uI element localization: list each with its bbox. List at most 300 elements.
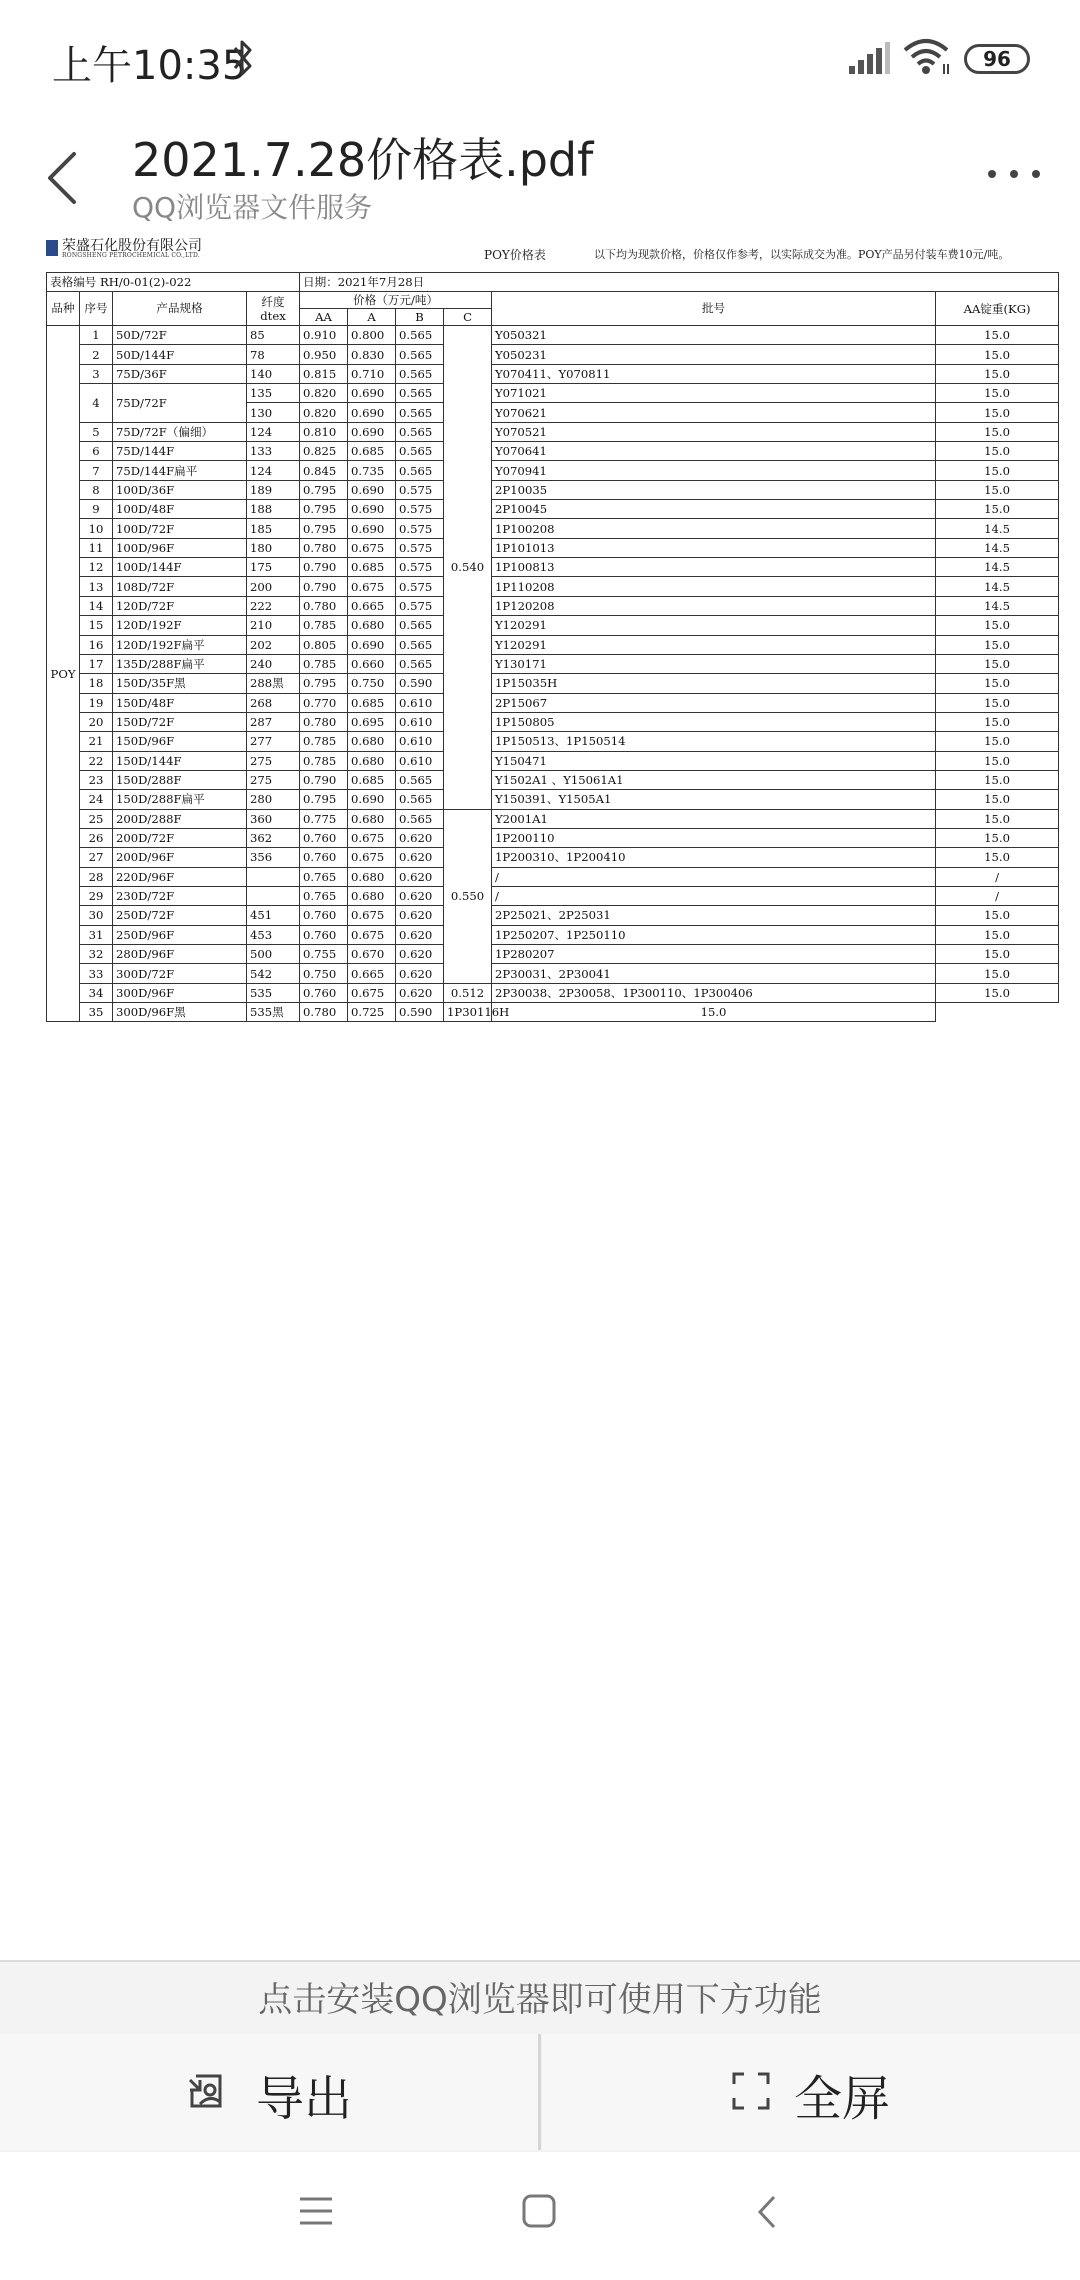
cell-a: 0.675: [348, 925, 396, 944]
cell-b: 0.565: [396, 809, 444, 828]
cell-b: 0.565: [396, 326, 444, 345]
cell-batch: Y050321: [492, 326, 936, 345]
cell-spec: 300D/96F: [113, 983, 247, 1002]
cell-batch: 2P15067: [492, 693, 936, 712]
cell-batch: Y1502A1 、Y15061A1: [492, 770, 936, 789]
panel-divider: [0, 1960, 1080, 1962]
cell-a: 0.660: [348, 654, 396, 673]
cell-b: 0.565: [396, 384, 444, 403]
cell-kg: 15.0: [936, 674, 1059, 693]
cell-no: 15: [80, 616, 113, 635]
cell-kg: 15.0: [936, 500, 1059, 519]
table-date: 日期：2021年7月28日: [300, 273, 1059, 292]
header-price: 价格（万元/吨）: [300, 292, 492, 309]
cell-batch: /: [492, 867, 936, 886]
install-hint: 点击安装QQ浏览器即可使用下方功能: [258, 1980, 822, 2020]
cell-kg: 15.0: [936, 654, 1059, 673]
cell-no: 10: [80, 519, 113, 538]
cell-a: 0.670: [348, 945, 396, 964]
cell-no: 8: [80, 480, 113, 499]
cell-aa: 0.785: [300, 751, 348, 770]
cell-spec: 75D/72F（偏细）: [113, 422, 247, 441]
cell-b: 0.565: [396, 422, 444, 441]
cell-a: 0.675: [348, 538, 396, 557]
table-row: [47, 925, 1059, 944]
header-weight: AA锭重(KG): [936, 292, 1059, 326]
cell-aa: 0.810: [300, 422, 348, 441]
cell-kg: 15.0: [936, 712, 1059, 731]
table-row: [47, 384, 1059, 403]
cell-dtex: 175: [247, 558, 300, 577]
cell-spec: 300D/96F黑: [113, 1003, 247, 1022]
cell-b: 0.590: [396, 1003, 444, 1022]
cell-spec: 150D/288F扁平: [113, 790, 247, 809]
cell-a: 0.690: [348, 500, 396, 519]
cell-b: 0.565: [396, 345, 444, 364]
cell-no: 16: [80, 635, 113, 654]
company-name-en: RONGSHENG PETROCHEMICAL CO.,LTD.: [62, 252, 200, 259]
cell-spec: 150D/35F黑: [113, 674, 247, 693]
cell-aa: 0.785: [300, 732, 348, 751]
cell-kg: 15.0: [936, 693, 1059, 712]
cell-b: 0.565: [396, 635, 444, 654]
cell-b: 0.620: [396, 964, 444, 983]
cell-kg: 14.5: [936, 577, 1059, 596]
cell-a: 0.800: [348, 326, 396, 345]
table-row: [47, 809, 1059, 828]
cell-dtex: 277: [247, 732, 300, 751]
cell-kg: 15.0: [936, 345, 1059, 364]
cell-b: 0.575: [396, 500, 444, 519]
cell-b: 0.575: [396, 538, 444, 557]
more-dot-icon: [988, 170, 996, 178]
cell-kg: 14.5: [936, 596, 1059, 615]
cell-aa: 0.780: [300, 596, 348, 615]
cell-batch: 1P15035H: [492, 674, 936, 693]
cell-a: 0.675: [348, 577, 396, 596]
cell-kg: 15.0: [936, 945, 1059, 964]
cell-aa: 0.795: [300, 674, 348, 693]
cell-batch: Y150471: [492, 751, 936, 770]
cell-kg: 15.0: [936, 616, 1059, 635]
cell-dtex: 222: [247, 596, 300, 615]
cell-b: 0.565: [396, 461, 444, 480]
cell-batch: Y070941: [492, 461, 936, 480]
header-fineness: 纤度dtex: [247, 292, 300, 326]
table-row: [47, 519, 1059, 538]
cell-dtex: 133: [247, 442, 300, 461]
cell-a: 0.685: [348, 558, 396, 577]
cell-aa: 0.785: [300, 616, 348, 635]
header-grade-c: C: [444, 309, 492, 326]
header-seq: 序号: [80, 292, 113, 326]
cell-aa: 0.910: [300, 326, 348, 345]
recent-apps-icon[interactable]: [298, 2196, 334, 2226]
cell-spec: 120D/192F: [113, 616, 247, 635]
cell-aa: 0.950: [300, 345, 348, 364]
more-dot-icon: [1032, 170, 1040, 178]
cell-kg: 15.0: [936, 461, 1059, 480]
cell-dtex: 189: [247, 480, 300, 499]
cell-grade-c: 0.540: [444, 326, 492, 810]
cell-spec: 300D/72F: [113, 964, 247, 983]
cell-dtex: 210: [247, 616, 300, 635]
cell-batch: 1P100208: [492, 519, 936, 538]
cell-kg: 15.0: [936, 848, 1059, 867]
cell-batch: /: [492, 886, 936, 905]
cell-kg: 15.0: [936, 403, 1059, 422]
system-back-icon[interactable]: [756, 2194, 778, 2230]
cell-spec: 120D/192F扁平: [113, 635, 247, 654]
table-row: [47, 538, 1059, 557]
cell-kg: 15.0: [936, 635, 1059, 654]
cell-aa: 0.780: [300, 538, 348, 557]
cell-aa: 0.825: [300, 442, 348, 461]
cell-spec: 120D/72F: [113, 596, 247, 615]
header-batch: 批号: [492, 292, 936, 326]
cell-kg: 15.0: [936, 983, 1059, 1002]
cell-aa: 0.760: [300, 828, 348, 847]
cell-batch: 1P120208: [492, 596, 936, 615]
export-label: 导出: [256, 2071, 353, 2127]
cell-kg: 14.5: [936, 538, 1059, 557]
cell-a: 0.675: [348, 983, 396, 1002]
cell-no: 35: [80, 1003, 113, 1022]
cell-a: 0.675: [348, 828, 396, 847]
cell-spec: 150D/72F: [113, 712, 247, 731]
header-variety: 品种: [47, 292, 80, 326]
cell-dtex: 356: [247, 848, 300, 867]
cell-kg: 15.0: [936, 964, 1059, 983]
cell-no: 28: [80, 867, 113, 886]
cell-kg: 14.5: [936, 519, 1059, 538]
cell-no: 27: [80, 848, 113, 867]
table-row: [47, 983, 1059, 1002]
signal-icon: [848, 42, 890, 74]
table-row: [47, 945, 1059, 964]
cell-dtex: [247, 886, 300, 905]
cell-b: 0.610: [396, 751, 444, 770]
cell-batch: 1P250207、1P250110: [492, 925, 936, 944]
cell-batch: Y120291: [492, 635, 936, 654]
cell-spec: 250D/96F: [113, 925, 247, 944]
cell-spec: 150D/144F: [113, 751, 247, 770]
cell-dtex: 130: [247, 403, 300, 422]
cell-batch: Y120291: [492, 616, 936, 635]
cell-aa: 0.750: [300, 964, 348, 983]
cell-a: 0.750: [348, 674, 396, 693]
cell-dtex: 451: [247, 906, 300, 925]
fullscreen-icon: [730, 2070, 772, 2112]
cell-batch: 1P200310、1P200410: [492, 848, 936, 867]
table-row: [47, 577, 1059, 596]
cell-dtex: 78: [247, 345, 300, 364]
cell-no: 33: [80, 964, 113, 983]
cell-aa: 0.765: [300, 867, 348, 886]
cell-kg: 15.0: [492, 1003, 936, 1022]
cell-dtex: 180: [247, 538, 300, 557]
price-table: [46, 272, 1059, 1022]
cell-batch: 1P200110: [492, 828, 936, 847]
action-separator: [538, 2034, 541, 2150]
cell-batch: 2P25021、2P25031: [492, 906, 936, 925]
cell-aa: 0.795: [300, 480, 348, 499]
cell-a: 0.680: [348, 751, 396, 770]
sheet-title: POY价格表: [484, 248, 546, 262]
cell-aa: 0.770: [300, 693, 348, 712]
cell-spec: 100D/96F: [113, 538, 247, 557]
table-row: [47, 558, 1059, 577]
cell-spec: 230D/72F: [113, 886, 247, 905]
cell-b: 0.620: [396, 828, 444, 847]
cell-b: 0.620: [396, 848, 444, 867]
cell-aa: 0.755: [300, 945, 348, 964]
header-grade-aa: AA: [300, 309, 348, 326]
cell-b: 0.565: [396, 790, 444, 809]
cell-no: 32: [80, 945, 113, 964]
cell-a: 0.710: [348, 364, 396, 383]
cell-spec: 75D/72F: [113, 384, 247, 423]
table-row: [47, 828, 1059, 847]
cell-dtex: 535黑: [247, 1003, 300, 1022]
bluetooth-icon: [230, 36, 256, 80]
cell-aa: 0.775: [300, 809, 348, 828]
more-dot-icon: [1010, 170, 1018, 178]
cell-kg: 15.0: [936, 809, 1059, 828]
cell-batch: 1P100813: [492, 558, 936, 577]
cell-no: 23: [80, 770, 113, 789]
cell-b: 0.610: [396, 693, 444, 712]
cell-batch: 1P30116H: [444, 1003, 492, 1022]
cell-aa: 0.760: [300, 906, 348, 925]
cell-a: 0.680: [348, 809, 396, 828]
cell-no: 25: [80, 809, 113, 828]
cell-spec: 100D/48F: [113, 500, 247, 519]
cell-kg: /: [936, 886, 1059, 905]
cell-batch: 1P150805: [492, 712, 936, 731]
table-row: [47, 345, 1059, 364]
cell-grade-c: 0.550: [444, 809, 492, 983]
cell-aa: 0.790: [300, 558, 348, 577]
cell-kg: 15.0: [936, 751, 1059, 770]
back-button[interactable]: [40, 148, 84, 208]
cell-spec: 75D/144F: [113, 442, 247, 461]
cell-a: 0.690: [348, 422, 396, 441]
battery-indicator: 96: [964, 44, 1030, 74]
cell-no: 12: [80, 558, 113, 577]
table-row: [47, 751, 1059, 770]
table-row: [47, 635, 1059, 654]
cell-batch: Y130171: [492, 654, 936, 673]
export-button[interactable]: [0, 2034, 538, 2150]
cell-no: 19: [80, 693, 113, 712]
cell-b: 0.620: [396, 983, 444, 1002]
table-row: [47, 1003, 1059, 1022]
cell-dtex: [247, 867, 300, 886]
cell-batch: Y070641: [492, 442, 936, 461]
cell-b: 0.590: [396, 674, 444, 693]
company-logo-icon: [46, 240, 58, 256]
cell-no: 18: [80, 674, 113, 693]
cell-kg: 15.0: [936, 925, 1059, 944]
cell-aa: 0.845: [300, 461, 348, 480]
cell-spec: 135D/288F扁平: [113, 654, 247, 673]
table-row: [47, 326, 1059, 345]
cell-kg: 15.0: [936, 828, 1059, 847]
cell-batch: 2P10035: [492, 480, 936, 499]
cell-no: 9: [80, 500, 113, 519]
cell-batch: 2P30031、2P30041: [492, 964, 936, 983]
cell-b: 0.620: [396, 945, 444, 964]
cell-batch: Y050231: [492, 345, 936, 364]
more-options-button[interactable]: [984, 156, 1044, 192]
cell-a: 0.690: [348, 519, 396, 538]
document-subtitle: QQ浏览器文件服务: [132, 191, 373, 224]
cell-dtex: 500: [247, 945, 300, 964]
cell-dtex: 200: [247, 577, 300, 596]
cell-a: 0.675: [348, 848, 396, 867]
cell-dtex: 280: [247, 790, 300, 809]
cell-dtex: 453: [247, 925, 300, 944]
cell-spec: 75D/36F: [113, 364, 247, 383]
table-row: [47, 886, 1059, 905]
cell-no: 22: [80, 751, 113, 770]
cell-batch: 1P110208: [492, 577, 936, 596]
cell-dtex: 535: [247, 983, 300, 1002]
cell-batch: 2P30038、2P30058、1P300110、1P300406: [492, 983, 936, 1002]
cell-aa: 0.805: [300, 635, 348, 654]
cell-dtex: 188: [247, 500, 300, 519]
cell-dtex: 140: [247, 364, 300, 383]
cell-spec: 200D/288F: [113, 809, 247, 828]
cell-dtex: 360: [247, 809, 300, 828]
company-name: 荣盛石化股份有限公司: [62, 238, 202, 254]
cell-aa: 0.795: [300, 790, 348, 809]
header-grade-b: B: [396, 309, 444, 326]
cell-no: 26: [80, 828, 113, 847]
cell-no: 11: [80, 538, 113, 557]
cell-b: 0.565: [396, 654, 444, 673]
pdf-page[interactable]: [0, 238, 1080, 1048]
cell-aa: 0.795: [300, 519, 348, 538]
cell-no: 17: [80, 654, 113, 673]
cell-b: 0.620: [396, 925, 444, 944]
header-grade-a: A: [348, 309, 396, 326]
cell-spec: 150D/288F: [113, 770, 247, 789]
cell-spec: 150D/96F: [113, 732, 247, 751]
cell-kg: 15.0: [936, 770, 1059, 789]
table-row: [47, 867, 1059, 886]
cell-aa: 0.760: [300, 848, 348, 867]
cell-a: 0.665: [348, 964, 396, 983]
cell-no: 24: [80, 790, 113, 809]
table-row: [47, 732, 1059, 751]
status-time: 上午10:35: [52, 43, 248, 89]
cell-kg: 15.0: [936, 442, 1059, 461]
cell-aa: 0.820: [300, 384, 348, 403]
cell-spec: 50D/72F: [113, 326, 247, 345]
cell-no: 29: [80, 886, 113, 905]
table-row: [47, 500, 1059, 519]
cell-aa: 0.820: [300, 403, 348, 422]
cell-batch: Y071021: [492, 384, 936, 403]
cell-a: 0.680: [348, 886, 396, 905]
table-row: [47, 964, 1059, 983]
cell-aa: 0.760: [300, 983, 348, 1002]
cell-spec: 75D/144F扁平: [113, 461, 247, 480]
table-row: [47, 596, 1059, 615]
cell-aa: 0.790: [300, 770, 348, 789]
cell-a: 0.830: [348, 345, 396, 364]
cell-batch: Y070521: [492, 422, 936, 441]
cell-a: 0.665: [348, 596, 396, 615]
table-row: [47, 712, 1059, 731]
cell-b: 0.610: [396, 712, 444, 731]
cell-b: 0.610: [396, 732, 444, 751]
cell-no: 14: [80, 596, 113, 615]
cell-a: 0.680: [348, 732, 396, 751]
table-row: [47, 848, 1059, 867]
cell-a: 0.725: [348, 1003, 396, 1022]
cell-b: 0.575: [396, 519, 444, 538]
cell-kg: /: [936, 867, 1059, 886]
cell-b: 0.620: [396, 886, 444, 905]
cell-b: 0.620: [396, 906, 444, 925]
cell-spec: 100D/36F: [113, 480, 247, 499]
cell-no: 2: [80, 345, 113, 364]
cell-b: 0.620: [396, 867, 444, 886]
cell-kg: 15.0: [936, 906, 1059, 925]
cell-b: 0.565: [396, 616, 444, 635]
cell-batch: Y070621: [492, 403, 936, 422]
cell-spec: 200D/96F: [113, 848, 247, 867]
home-icon[interactable]: [522, 2194, 556, 2228]
cell-batch: Y070411、Y070811: [492, 364, 936, 383]
cell-a: 0.690: [348, 403, 396, 422]
cell-no: 3: [80, 364, 113, 383]
cell-b: 0.565: [396, 403, 444, 422]
cell-a: 0.690: [348, 790, 396, 809]
cell-batch: 1P280207: [492, 945, 936, 964]
cell-no: 31: [80, 925, 113, 944]
cell-dtex: 135: [247, 384, 300, 403]
table-row: [47, 770, 1059, 789]
document-title: 2021.7.28价格表.pdf: [132, 133, 594, 187]
cell-a: 0.690: [348, 384, 396, 403]
cell-b: 0.575: [396, 596, 444, 615]
table-row: [47, 442, 1059, 461]
cell-a: 0.690: [348, 480, 396, 499]
fullscreen-button[interactable]: [542, 2034, 1080, 2150]
cell-dtex: 288黑: [247, 674, 300, 693]
cell-aa: 0.765: [300, 886, 348, 905]
cell-b: 0.565: [396, 770, 444, 789]
cell-spec: 100D/144F: [113, 558, 247, 577]
cell-dtex: 362: [247, 828, 300, 847]
table-row: [47, 654, 1059, 673]
export-icon: [186, 2070, 228, 2112]
cell-dtex: 268: [247, 693, 300, 712]
cell-aa: 0.790: [300, 577, 348, 596]
cell-b: 0.575: [396, 577, 444, 596]
cell-dtex: 287: [247, 712, 300, 731]
cell-spec: 150D/48F: [113, 693, 247, 712]
table-row: [47, 906, 1059, 925]
cell-dtex: 240: [247, 654, 300, 673]
cell-spec: 108D/72F: [113, 577, 247, 596]
wifi-icon: [902, 38, 952, 76]
header-spec: 产品规格: [113, 292, 247, 326]
